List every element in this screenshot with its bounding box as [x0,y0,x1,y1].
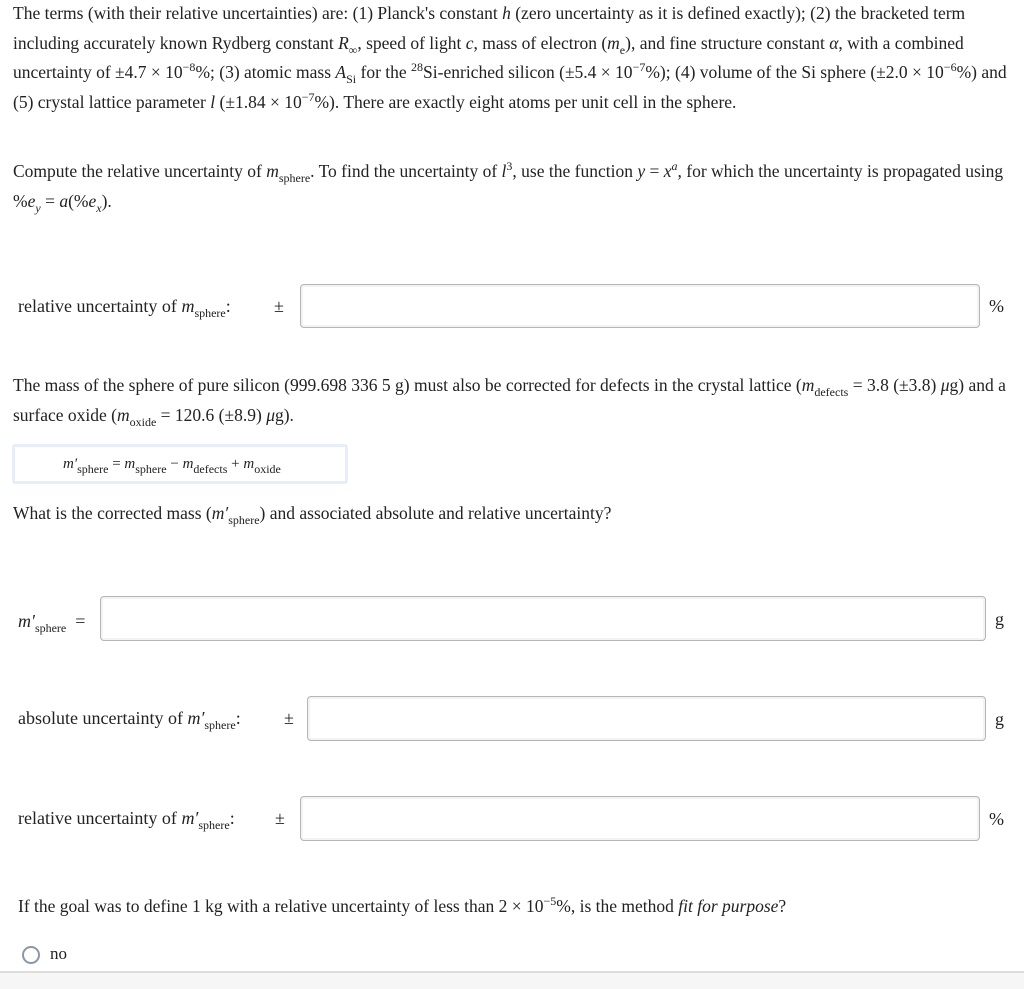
fit-for-purpose-question: If the goal was to define 1 kg with a relative uncertainty of less than $2 \times 10^{-5}\%$, is the method fit for purpose? [18,894,787,916]
gram-unit: g [995,709,1004,729]
intro-paragraph: The terms (with their relative uncertainties) are: (1) Planck's constant h (zero uncertainty as it is defined exactly); (2) the bracketed term including accurately known Rydberg constant $R_\infty$, speed of light c, mass of electron $(m_e)$, and fine structure constant α, with a combined uncertainty of $\pm 4.7 \times 10^{-8}\%$; (3) atomic mass $A_{Si}$ for the $^{28}$Si-enriched silicon $(\pm 5.4 \times 10^{-7}\%)$; (4) volume of the Si sphere $(\pm 2.0 \times 10^{-6}\%)$ and (5) crystal lattice parameter l $(\pm 1.84 \times 10^{-7}\%)$. There are exactly eight atoms per unit cell in the sphere. [13,3,1007,112]
relative-uncertainty-msphere-label: relative uncertainty of $m_{sphere}$: [18,296,231,320]
plus-minus-sign: ± [284,708,294,728]
corrected-mass-equation: $m'_{sphere} = m_{sphere} - m_{defects} + m_{oxide}$ [12,444,348,484]
corrected-mass-question: What is the corrected mass $(m'_{sphere})$ and associated absolute and relative uncertainty? [13,503,612,527]
radio-no-label: no [50,944,67,963]
plus-minus-sign: ± [275,808,285,828]
relative-uncertainty-msphere-input[interactable] [300,284,980,328]
percent-unit: % [989,809,1004,829]
bottom-band [0,973,1024,989]
absolute-uncertainty-label: absolute uncertainty of $m'_{sphere}$: [18,708,241,732]
gram-unit: g [995,609,1004,629]
percent-unit: % [989,296,1004,316]
absolute-uncertainty-input[interactable] [307,696,986,741]
mass-correction-paragraph: The mass of the sphere of pure silicon (999.698 336 5 g) must also be corrected for defects in the crystal lattice ($m_{defects} = 3.8$ (±3.8) μg) and a surface oxide ($m_{oxide} = 120.6$ (±8.9) μg). [13,375,1006,429]
relative-uncertainty-corrected-input[interactable] [300,796,980,841]
plus-minus-sign: ± [274,296,284,316]
corrected-mass-label: $m'_{sphere}$ = [18,611,86,635]
relative-uncertainty-corrected-label: relative uncertainty of $m'_{sphere}$: [18,808,235,832]
radio-no[interactable] [22,946,40,964]
compute-paragraph: Compute the relative uncertainty of $m_{sphere}$. To find the uncertainty of $l^3$, use the function $y = x^a$, for which the uncertainty is propagated using $\%e_y = a(\%e_x)$. [13,159,1004,215]
corrected-mass-input[interactable] [100,596,986,641]
